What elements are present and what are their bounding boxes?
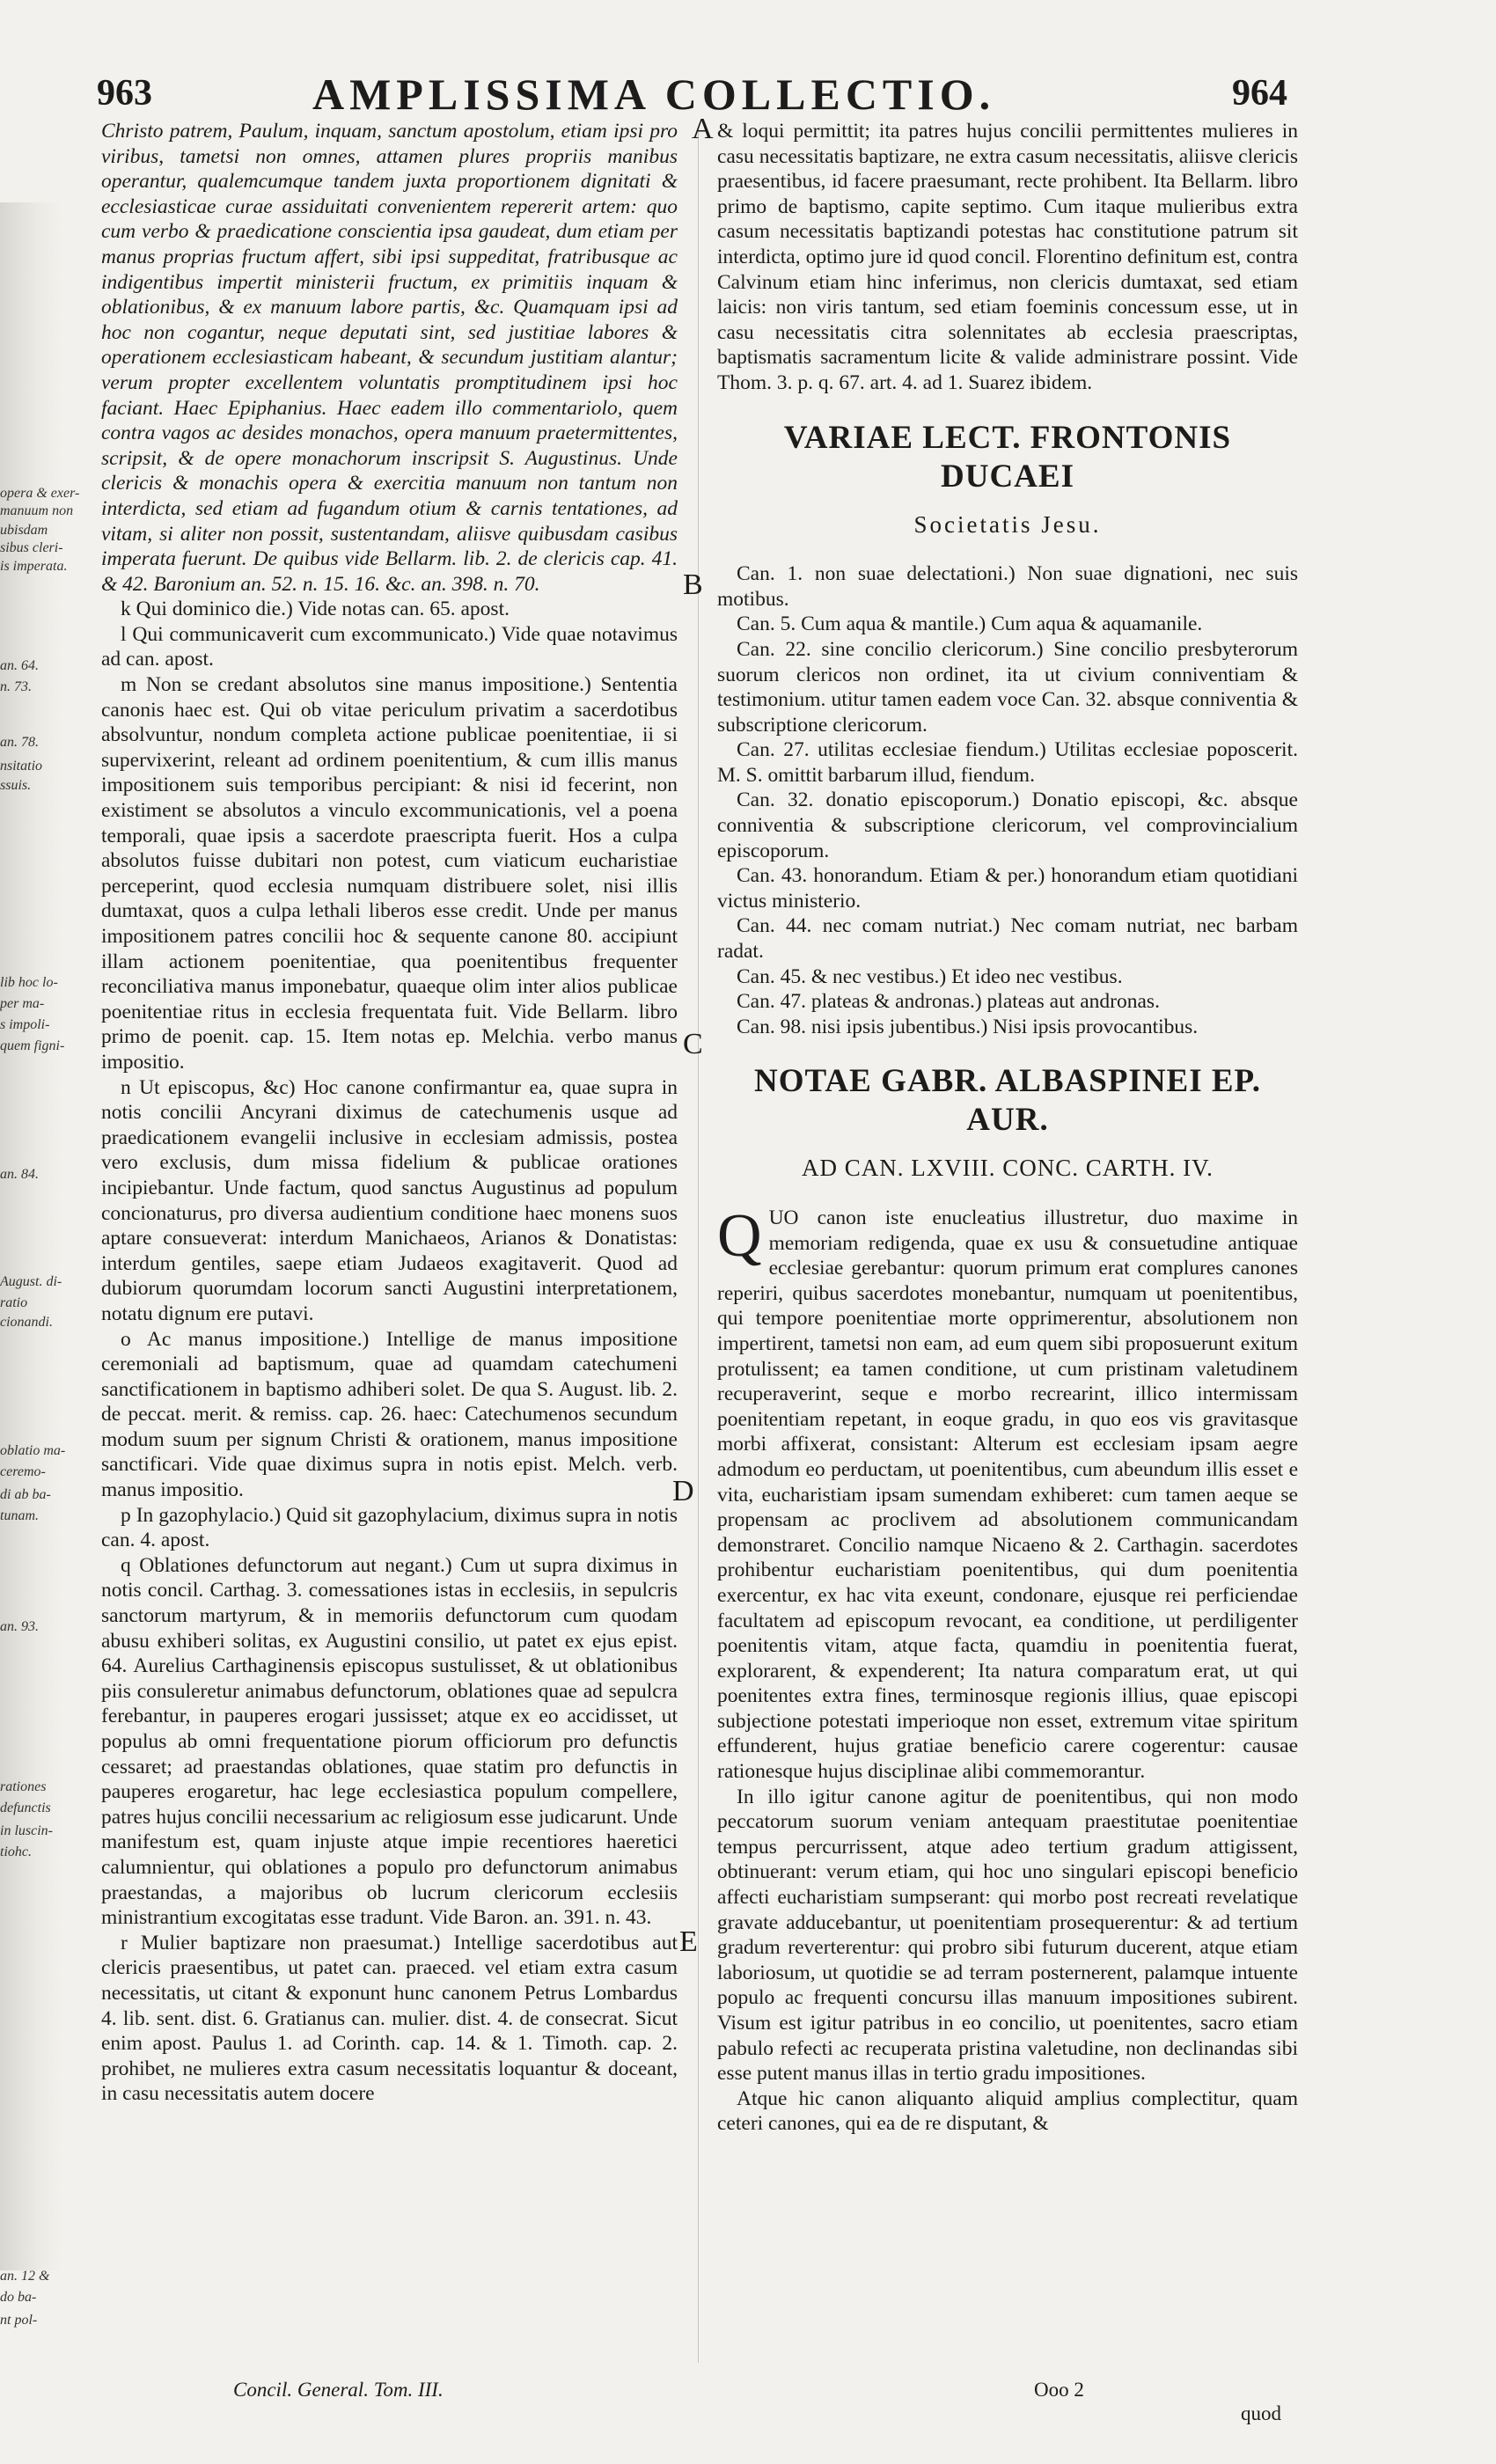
margin-note: an. 93. (0, 1619, 39, 1634)
variant-item: Can. 5. Cum aqua & mantile.) Cum aqua & aquamanile. (737, 612, 1203, 636)
variant-item: Can. 98. nisi ipsis jubentibus.) Nisi ipsis provocantibus. (737, 1015, 1199, 1038)
section-letter-e: E (679, 1925, 698, 1958)
note-n: n Ut episcopus, &c) Hoc canone confirmantur ea, quae supra in notis concilii Ancyrani diximus de catechumenis usque ad praedicationem evangelii inclusive in ecclesiam admissis, postea vero exclusis, dum missa fidelium & publicae orationes incipiebantur. Unde factum, quod sanctus Augustinus ad populum concionaturus, pro diversa audientium conditione haec monens suos aptare consueverat: interdum Manichaeos, Arianos & Donatistas: interdum gentiles, saepe etiam Judaeos exagitaverit. Quod ad dubiorum quorumdam locorum sancti Augustini interpretationem, notatu dignum ere putavi. (101, 1075, 678, 1325)
variant-item: Can. 45. & nec vestibus.) Et ideo nec vestibus. (737, 964, 1123, 988)
column-divider (698, 128, 699, 2363)
margin-note: di ab ba- (0, 1487, 51, 1502)
margin-note: an. 84. (0, 1167, 39, 1182)
note-p: p In gazophylacio.) Quid sit gazophylacium, diximus supra in notis can. 4. apost. (101, 1503, 678, 1552)
variant-readings (717, 561, 1298, 1039)
drop-cap: Q (717, 1202, 762, 1270)
margin-note: ratio (0, 1295, 28, 1310)
section-subtitle-ad-can: AD CAN. LXVIII. CONC. CARTH. IV. (802, 1155, 1214, 1182)
variant-item: Can. 32. donatio episcoporum.) Donatio episcopi, &c. absque conniventia & subscriptione clericorum, vel comprovincialium episcoporum. (717, 788, 1298, 862)
section-letter-a: A (692, 113, 714, 145)
variant-item: Can. 43. honorandum. Etiam & per.) honorandum etiam quotidiani victus ministerio. (717, 864, 1298, 913)
baptism-note-conclusion: & loqui permittit; ita patres hujus concilii permittentes mulieres in casu necessitatis baptizare, ne extra casum necessitatis, aliisve clericis praesentibus, id facere praesumant, recte prohibent. Ita Bellarm. libro primo de baptismo, capite septimo. Cum itaque mulieribus extra casum necessitatis baptizandi potestas hac constitutione patrum sit interdicta, optimo jure id quod concil. Florentino definitum est, contra Calvinum etiam hinc inferimus, non clericis dumtaxat, sed etiam laicis: non viris tantum, sed etiam foeminis concessum esse, ut in casu necessitatis citra solennitates ab ecclesia praescriptas, baptismatis sacramentum licite & valide administrare possint. Vide Thom. 3. p. q. 67. art. 4. ad 1. Suarez ibidem. (717, 120, 1298, 394)
epiphanius-quote: Christo patrem, Paulum, inquam, sanctum apostolum, etiam ipsi pro viribus, tametsi non omnes, attamen plures propriis manibus operantur, qualemcumque tandem juxta proportionem dignitati & ecclesiasticae curae assiduitati convenientem repererit artem: quo cum verbo & praedicatione conscientia ipsa gaudeat, dum etiam per manus proprias fructum affert, sibi ipsi suppeditat, fratribusque ac indigentibus impertit ministerii fructum, ex primitiis inquam & oblationibus, & ex manuum labore partis, &c. Quamquam ipsi ad hoc non cogantur, neque deputati sint, sed justitiae labores & operationem ecclesiasticam habeant, & secundum justitiam alantur; verum propter excellentem voluntatis promptitudinem ipsi hoc faciant. Haec Epiphanius. Haec eadem illo commentariolo, quem contra vagos ac desides monachos, opera manuum praetermittentes, scripsit, & de opere monachorum inscripsit S. Augustinus. Unde clericis & monachis opera & exercitia manuum non tantum non interdicta, sed etiam ad fugandum otium & carnis tentationes, ad vitam, si aliter non possit, sustentandam, aliisve quibusdam casibus imperata fuerunt. De quibus vide Bellarm. lib. 2. de clericis cap. 41. & 42. Baronium an. 52. n. 15. 16. &c. an. 398. n. 70. (101, 120, 678, 596)
left-column (101, 119, 678, 2107)
margin-note: is imperata. (0, 559, 68, 574)
variant-item: Can. 1. non suae delectationi.) Non suae dignationi, nec suis motibus. (717, 562, 1298, 611)
margin-note: manuum non (0, 503, 74, 518)
page-header (0, 69, 1496, 121)
note-r: r Mulier baptizare non praesumat.) Intellige sacerdotibus aut clericis praesentibus, ut patet can. praeced. vel etiam extra casum necessitatis, ut citant & exponunt hunc canonem Petrus Lombardus 4. lib. sent. dist. 6. Gratianus can. mulier. dist. 4. de consecrat. Sicut enim apost. Paulus 1. ad Corinth. cap. 14. & 1. Timoth. cap. 2. prohibet, ne mulieres extra casum necessitatis loquantur & doceant, in casu necessitatis autem docere (101, 1931, 678, 2106)
margin-note: per ma- (0, 996, 45, 1011)
margin-note: lib hoc lo- (0, 975, 58, 990)
margin-note: oblatio ma- (0, 1443, 66, 1458)
note-o: o Ac manus impositione.) Intellige de manus impositione ceremoniali ad baptismum, quae ad quamdam catechumeni sanctificationem in baptismo adhiberi solet. De qua S. August. lib. 2. de peccat. merit. & remiss. cap. 26. haec: Catechumenos secundum modum suum per signum Christi & orationem, manus impositione sanctificari. Vide quae diximus supra in notis epist. Melch. verb. manus impositio. (101, 1327, 678, 1502)
notes-paragraph-1 (717, 1202, 1298, 1785)
margin-note: opera & exer- (0, 486, 80, 501)
margin-note: nsitatio (0, 759, 43, 774)
notes-paragraph-3: Atque hic canon aliquanto aliquid amplius complectitur, quam ceteri canones, qui ea de re disputant, & (717, 2086, 1298, 2136)
margin-note: sibus cleri- (0, 540, 63, 555)
section-subtitle-societatis: Societatis Jesu. (913, 510, 1102, 538)
right-page-number: 964 (1232, 73, 1287, 114)
margin-note: n. 73. (0, 679, 32, 694)
margin-note: an. 64. (0, 658, 39, 673)
margin-note: August. di- (0, 1274, 62, 1289)
footer-catchword: quod (1241, 2402, 1281, 2424)
margin-note: rationes (0, 1779, 47, 1794)
note-q: q Oblationes defunctorum aut negant.) Cum ut supra diximus in notis concil. Carthag. 3. comessationes istas in ecclesiis, in sepulcris sanctorum martyrum, & in memoriis defunctorum cum quodam abusu exhiberi solitas, ex Augustini consilio, ut patet ex ejus epist. 64. Aurelius Carthaginensis episcopus sustulisset, & ut oblationibus piis consuleretur animabus defunctorum, oblationes quae ad sepulcra ferebantur, in pauperes erogari jussisset; atque ex eo accidisset, ut populus ab omni frequentatione piorum officiorum pro defunctis cessaret; ad praestandas oblationes, quae statim pro defunctis in pauperes erogaretur, hac lege ecclesiastica populum compellere, patres hujus concilii necessarium ac religiosum esse judicarunt. Unde manifestum est, quam injuste atque impie recentiores haeretici calumnientur, qui oblationes a populo pro defunctorum animabus praestandas, a majoribus ob lucrum clericorum ecclesiis ministrantium excogitatas esse tradunt. Vide Baron. an. 391. n. 43. (101, 1553, 678, 1930)
section-letter-d: D (672, 1475, 694, 1507)
section-title-variae: VARIAE LECT. FRONTONIS DUCAEI (783, 419, 1232, 495)
variant-item: Can. 44. nec comam nutriat.) Nec comam nutriat, nec barbam radat. (717, 914, 1298, 964)
notes-paragraph-1-text: UO canon iste enucleatius illustretur, duo maxime in memoriam redigenda, quae ex usu & consuetudine antiquae ecclesiae gerebantur: quorum primum erat complures canones reperiri, quibus sacerdotes monebantur, numquam ut poenitentibus, qui tempore poenitentiae morte opprimerentur, absolutionem non impertirent, tametsi non eam, ad eum quem sibi proposuerunt exitum protulissent; ea tamen conditione, ut cum pristinam valetudinem recuperaverint, seque e morbo recrearint, illico intermissam poenitentiam repetant, in eoque gradu, in quo eos vis gravitasque morbi affixerat, consistant: Alterum est ecclesiam ipsam aegre admodum eo perductam, ut poenitentibus, cum abeundum illis esset e vita, eucharistiam ipsam sumendam exhiberet: cum tamen aeque se propensam ac proclivem ad absolutionem communicandam demonstraret. Concilio namque Nicaeno & 2. Carthagin. sacerdotes prohibentur eucharistiam poenitentibus, qui dum poenitentia exercentur, ex hac vita exeunt, condonare, ejusque rei perficiendae facultatem ad episcopum revocant, ea conditione, ut perdiligenter poenitentis vitam, atque facta, quamdiu in poenitentia fuerat, explorarent, & expenderent; Ita natura comparatum erat, ut qui poenitentes extra fines, terminosque regionis illius, quae episcopi subjectione potestati imperioque non esset, extremum vitae spiritum effunderent, hujus gratiae beneficio carere cogerentur: causae rationesque hujus disciplinae alibi commemorantur. (717, 1206, 1298, 1784)
margin-note: s impoli- (0, 1017, 50, 1032)
margin-note: ceremo- (0, 1464, 46, 1479)
note-k: k Qui dominico die.) Vide notas can. 65. apost. (121, 598, 510, 621)
margin-note: cionandi. (0, 1315, 53, 1330)
margin-note: an. 12 & (0, 2269, 50, 2284)
margin-note: nt pol- (0, 2313, 38, 2328)
variant-item: Can. 27. utilitas ecclesiae fiendum.) Utilitas ecclesiae poposcerit. M. S. omittit barbarum illud, fiendum. (717, 738, 1298, 787)
footer-volume: Concil. General. Tom. III. (233, 2379, 444, 2401)
margin-note: do ba- (0, 2290, 37, 2305)
margin-note: quem figni- (0, 1038, 65, 1053)
note-l: l Qui communicaverit cum excommunicato.) Vide quae notavimus ad can. apost. (101, 622, 678, 671)
section-letter-b: B (683, 568, 703, 601)
margin-note: tiohc. (0, 1844, 32, 1859)
notes-paragraph-2: In illo igitur canone agitur de poenitentibus, qui non modo peccatorum suorum veniam antequam praestitutae poenitentiae tempus percurrissent, atque adeo tertium gradum attigissent, obtinuerant: verum etiam, qui hoc uno singulari episcopi beneficio affecti eucharistiam sumpserant: qui morbo post recreati revelatique gravate adducebantur, ut poenitentiam prosequerentur: & ad tertium gradum reverterentur: qui probro sibi futurum ducerent, atque etiam laboriosum, ut quotidie se ad terram posternerent, palamque intuente populo ac frequenti concursu illas manuum impositiones subirent. Visum est igitur patribus in eo concilio, ut poenitentes, sacro etiam pabulo refecti ac recuperata pristina valetudine, non declinandas sibi esse putent manus illas in tertio gradu impositiones. (717, 1785, 1298, 2086)
margin-note: in luscin- (0, 1823, 53, 1838)
margin-note: an. 78. (0, 735, 39, 750)
left-page-number: 963 (97, 73, 152, 114)
margin-note: defunctis (0, 1800, 51, 1815)
section-letter-c: C (683, 1028, 703, 1060)
variant-item: Can. 47. plateas & andronas.) plateas aut andronas. (737, 990, 1160, 1014)
section-title-notae: NOTAE GABR. ALBASPINEI EP. AUR. (754, 1063, 1261, 1139)
margin-note: ssuis. (0, 778, 32, 793)
running-title: AMPLISSIMA COLLECTIO. (312, 70, 996, 119)
footer-signature: Ooo 2 (1034, 2379, 1084, 2401)
variant-item: Can. 22. sine concilio clericorum.) Sine concilio presbyterorum suorum clericos non ordinet, ita ut civium conniventiam & testimonium. utitur tamen eadem voce Can. 32. absque conniventia & subscriptione clericorum. (717, 637, 1298, 737)
right-column (717, 119, 1298, 2137)
note-m: m Non se credant absolutos sine manus impositione.) Sententia canonis haec est. Qui ob vitae periculum privatim a sacerdotibus absolvuntur, nondum completa actione publicae poenitentiae, ii si supervixerint, releant ad ordinem poenitentium, & cum illis manus impositionem suis temporibus percipiant: & nisi id fecerint, non existiment se absolutos a vinculo excommunicationis, vel a poena temporali, quae ipsis a sacerdote praescripta fuerit. Hos a culpa absolutos fuisse dubitari non potest, cum viaticum eucharistiae perceperint, quod ecclesia numquam distribuere solet, nisi illis dumtaxat, quos a culpa lethali liberos esse credit. Unde per manus impositionem patres concilii hoc & sequente canone 80. accipiunt illam actionem poenitentiae, qua poenitentibus frequenter reconciliativa manus imponebatur, quaeque olim inter alios publicae poenitentiae ritus in ecclesia frequentata fuit. Vide Bellarm. libro primo de poenit. cap. 15. Item notas ep. Melchia. verbo manus impositio. (101, 673, 678, 1074)
margin-note: ubisdam (0, 523, 48, 538)
margin-note: tunam. (0, 1508, 39, 1523)
